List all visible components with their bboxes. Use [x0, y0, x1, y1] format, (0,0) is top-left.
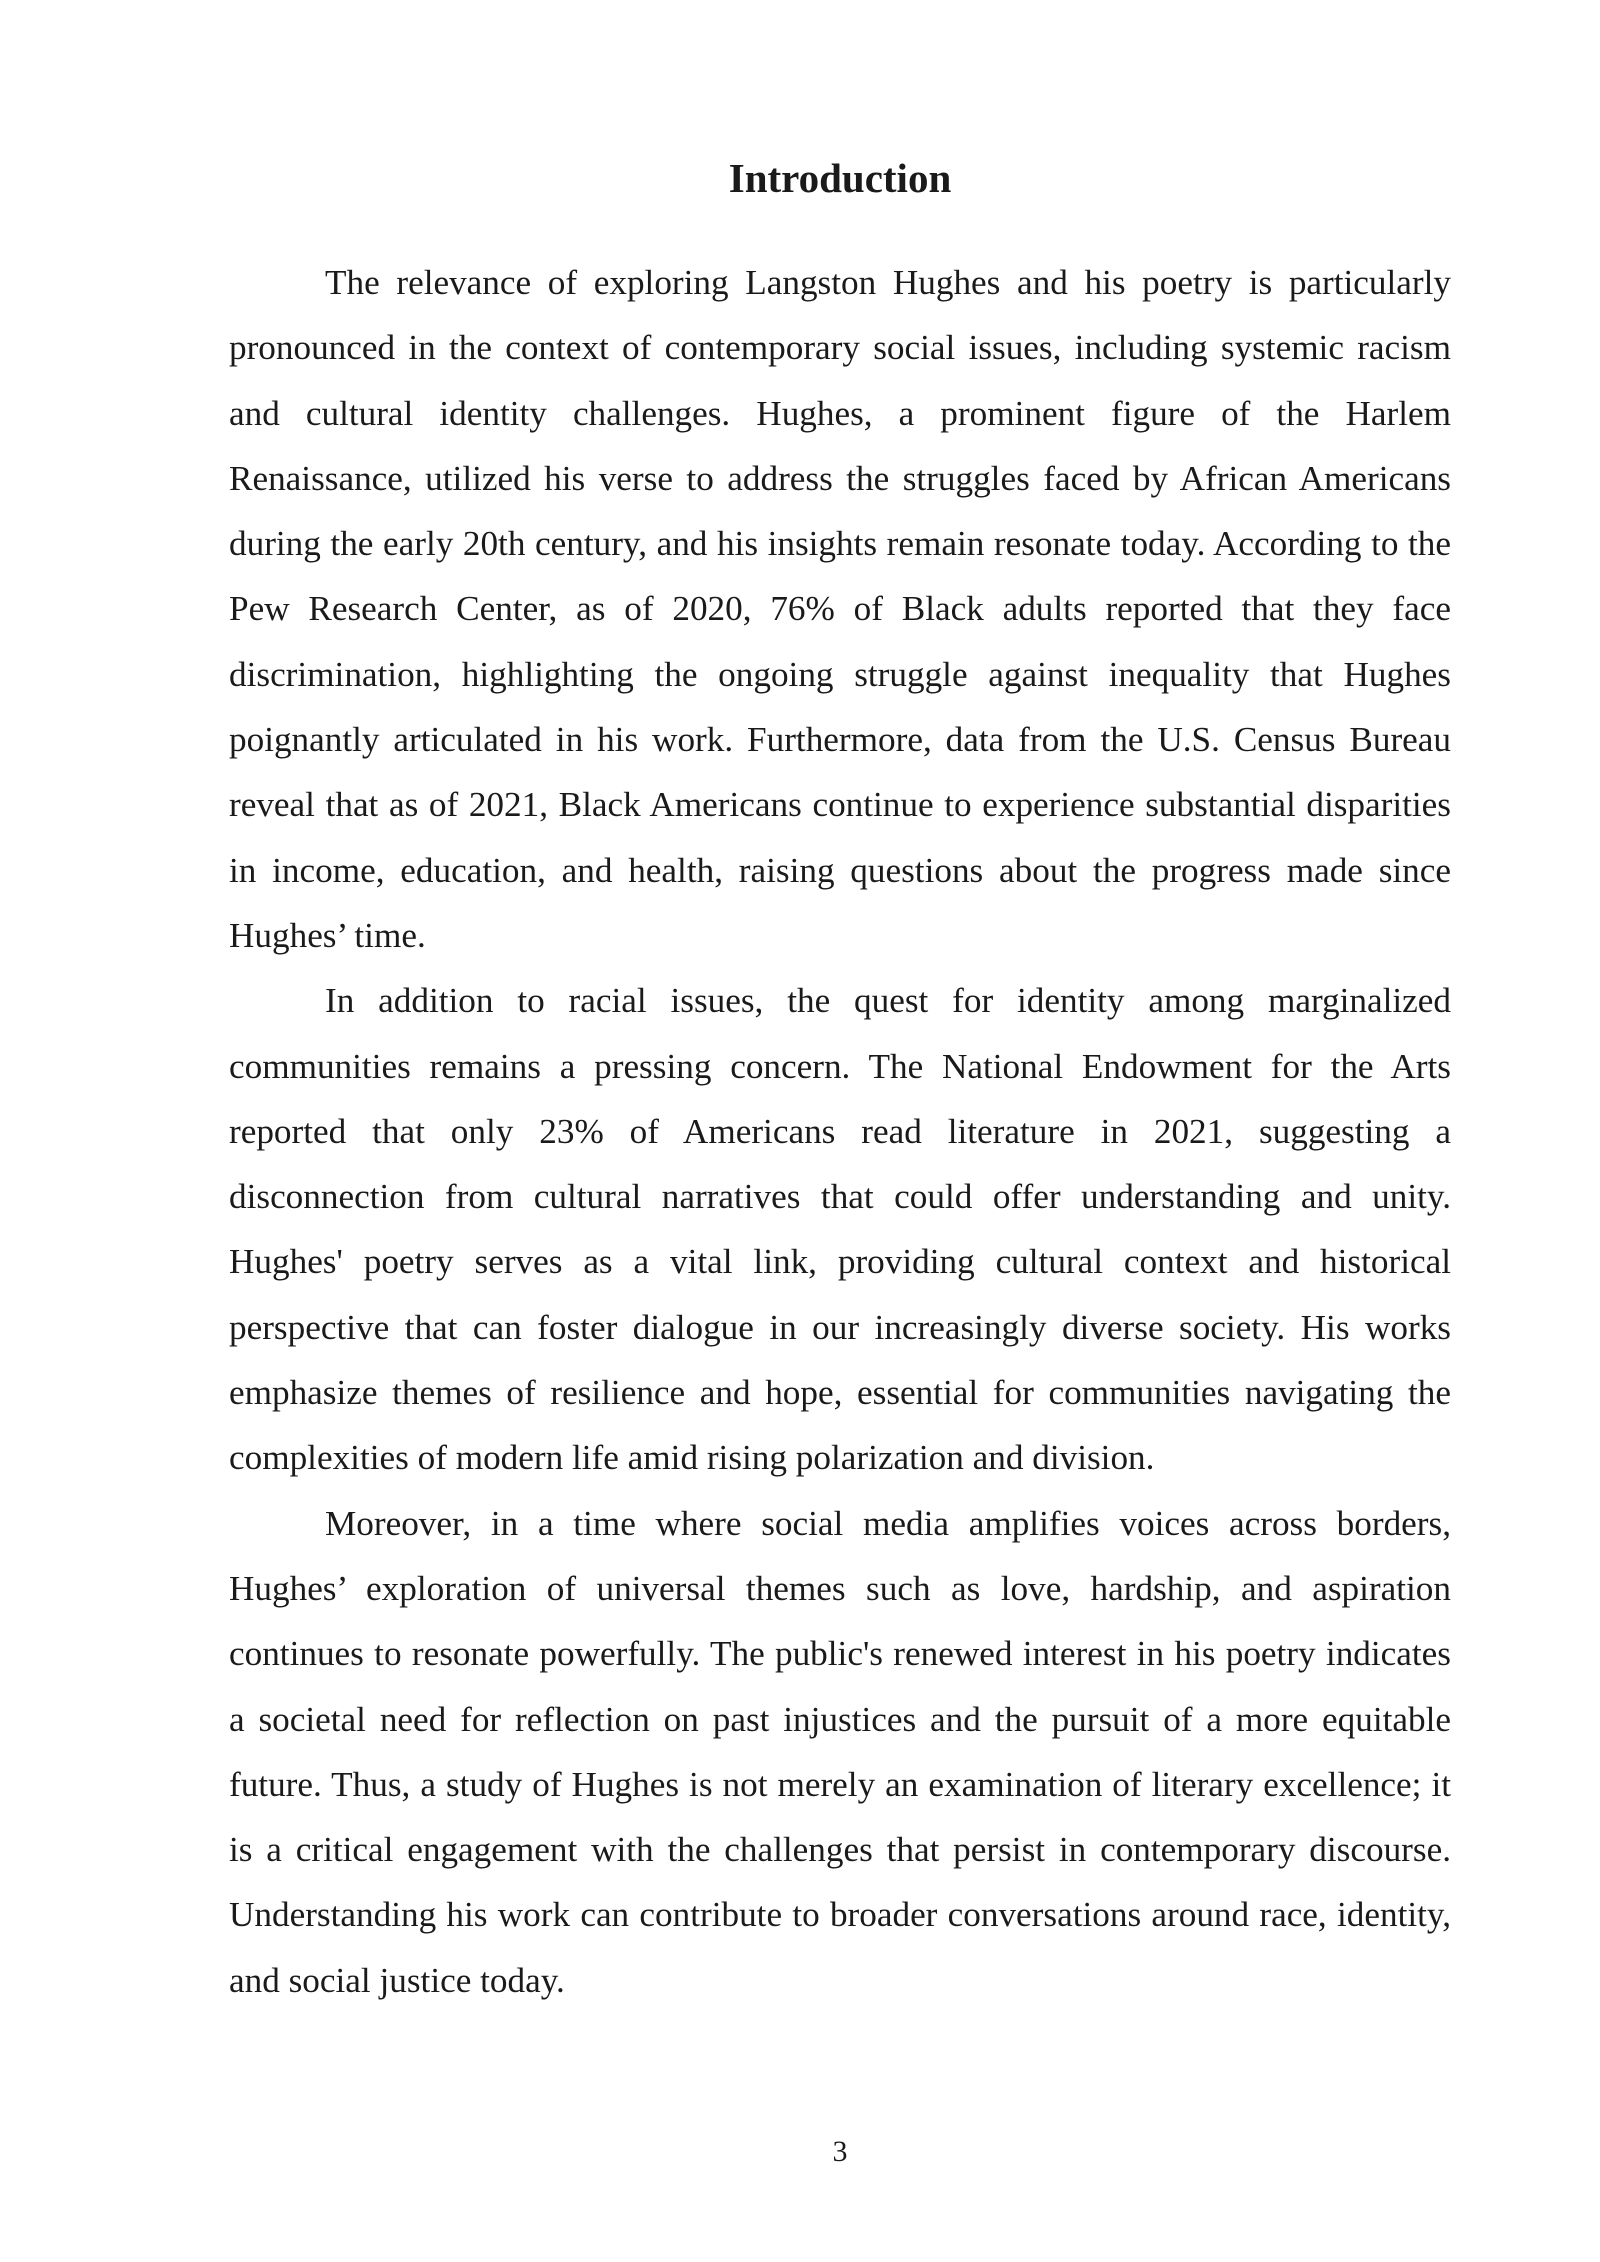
paragraph-3: Moreover, in a time where social media amplifies voices across borders, Hughes’ exploration of universal themes such as love, hardship, and aspiration continues to resonate powerfully. The public's renewed interest in his poetry indicates a societal need for reflection on past injustices and the pursuit of a more equitable future. Thus, a study of Hughes is not merely an examination of literary excellence; it is a critical engagement with the challenges that persist in contemporary discourse. Understanding his work can contribute to broader conversations around race, identity, and social justice today.	[229, 1503, 1451, 2000]
page-number: 3	[832, 2135, 848, 2168]
paragraph-1: The relevance of exploring Langston Hughes and his poetry is particularly pronounced in the context of contemporary social issues, including systemic racism and cultural identity challenges. Hughes, a prominent figure of the Harlem Renaissance, utilized his verse to address the struggles faced by African Americans during the early 20th century, and his insights remain resonate today. According to the Pew Research Center, as of 2020, 76% of Black adults reported that they face discrimination, highlighting the ongoing struggle against inequality that Hughes poignantly articulated in his work. Furthermore, data from the U.S. Census Bureau reveal that as of 2021, Black Americans continue to experience substantial disparities in income, education, and health, raising questions about the progress made since Hughes’ time.	[229, 263, 1451, 955]
page-title: Introduction	[728, 155, 952, 201]
paragraph-2: In addition to racial issues, the quest for identity among marginalized communities remains a pressing concern. The National Endowment for the Arts reported that only 23% of Americans read literature in 2021, suggesting a disconnection from cultural narratives that could offer understanding and unity. Hughes' poetry serves as a vital link, providing cultural context and historical perspective that can foster dialogue in our increasingly diverse society. His works emphasize themes of resilience and hope, essential for communities navigating the complexities of modern life amid rising polarization and division.	[229, 981, 1451, 1478]
body-text	[229, 250, 1451, 2013]
